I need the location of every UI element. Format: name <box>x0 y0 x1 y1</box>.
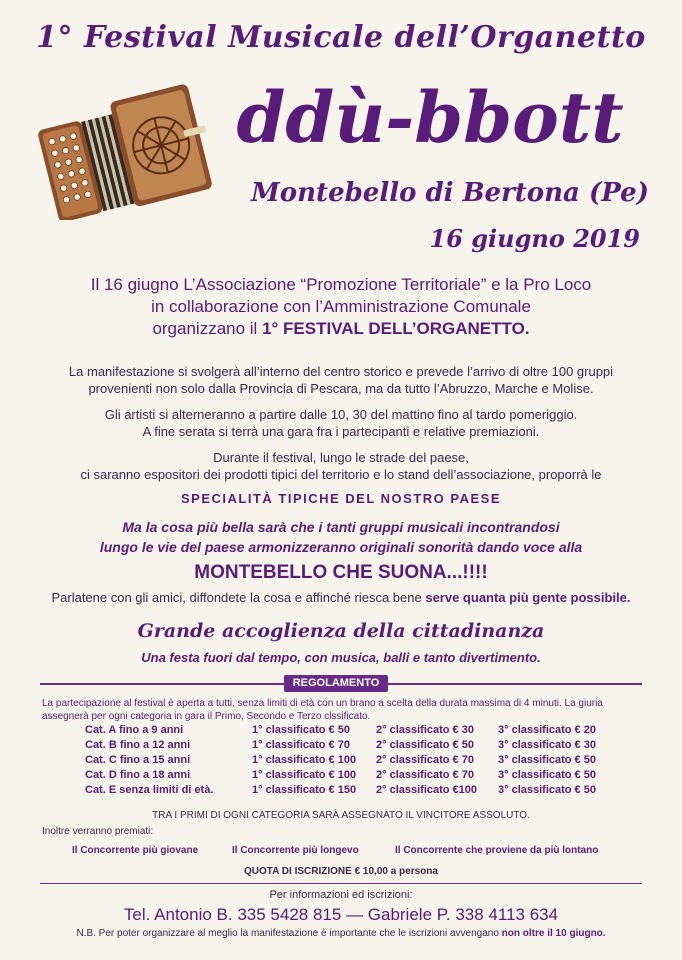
absolute-winner-note: TRA I PRIMI DI OGNI CATEGORIA SARÀ ASSEGNATO IL VINCITORE ASSOLUTO. <box>152 810 530 821</box>
category-row <box>0 724 682 739</box>
quote-line-2: lungo le vie del paese armonizzeranno originali sonorità dando voce alla <box>99 539 583 555</box>
nb-note <box>0 928 682 939</box>
third-prize: 3° classificato € 50 <box>498 784 596 796</box>
third-prize: 3° classificato € 50 <box>498 754 596 766</box>
second-prize: 2° classificato € 70 <box>376 754 474 766</box>
category-name: Cat. C fino a 15 anni <box>85 754 191 766</box>
paragraph-1-line-a: La manifestazione si svolgerà all’interno del centro storico e prevede l’arrivo di oltre 100 gruppi <box>68 364 614 379</box>
nb-deadline: non oltre il 10 giugno. <box>501 928 606 939</box>
regolamento-text: La partecipazione al festival è aperta a tutti, senza limiti di età con un brano a scelta della durata massima di 4 minuti. La giuria assegnerà per ogni categoria in gara il Primo, Secondo e Terzo clssificato. <box>42 698 603 722</box>
category-row <box>0 769 682 784</box>
accordion-illustration <box>25 70 225 220</box>
festival-place: Montebello di Bertona (Pe) <box>251 178 649 208</box>
third-prize: 3° classificato € 30 <box>498 739 596 751</box>
third-prize: 3° classificato € 20 <box>498 724 596 736</box>
first-prize: 1° classificato € 50 <box>252 724 350 736</box>
contact-phones: Tel. Antonio B. 335 5428 815 — Gabriele P. 338 4113 634 <box>123 905 559 924</box>
intro-text <box>20 274 662 340</box>
award-oldest: Il Concorrente più longevo <box>232 845 359 856</box>
registration-fee: QUOTA DI ISCRIZIONE € 10,00 a persona <box>244 866 438 877</box>
specialty-heading: SPECIALITÀ TIPICHE DEL NOSTRO PAESE <box>181 491 501 506</box>
second-prize: 2° classificato € 70 <box>376 769 474 781</box>
spread-bold: serve quanta più gente possibile. <box>425 590 631 605</box>
first-prize: 1° classificato € 100 <box>252 754 357 766</box>
quote-line-1: Ma la cosa più bella sarà che i tanti gruppi musicali incontrandosi <box>122 519 560 535</box>
second-prize: 2° classificato € 50 <box>376 739 474 751</box>
paragraph-3 <box>20 449 662 483</box>
intro-line-3-bold: 1° FESTIVAL DELL’ORGANETTO. <box>262 319 530 338</box>
second-prize: 2° classificato € 30 <box>376 724 474 736</box>
third-prize: 3° classificato € 50 <box>498 769 596 781</box>
intro-line-1: Il 16 giugno L’Associazione “Promozione Territoriale” e la Pro Loco <box>90 275 592 294</box>
montebello-suona-heading: MONTEBELLO CHE SUONA...!!!! <box>194 562 488 583</box>
spread-text: Parlatene con gli amici, diffondete la cosa e affinché riesca bene <box>51 590 426 605</box>
intro-line-3 <box>20 318 662 340</box>
award-youngest: Il Concorrente più giovane <box>72 845 199 856</box>
category-name: Cat. D fino a 18 anni <box>85 769 191 781</box>
second-prize: 2° classificato €100 <box>376 784 478 796</box>
spread-the-word <box>0 590 682 605</box>
festival-title: 1° Festival Musicale dell’Organetto <box>36 20 646 55</box>
festival-date: 16 giugno 2019 <box>429 224 640 253</box>
category-row <box>0 784 682 799</box>
paragraph-1 <box>20 363 662 397</box>
paragraph-1-line-b: provenienti non solo dalla Provincia di Pescara, ma da tutto l’Abruzzo, Marche e Molise. <box>88 381 594 396</box>
category-name: Cat. A fino a 9 anni <box>85 724 184 736</box>
paragraph-3-line-a: Durante il festival, lungo le strade del paese, <box>213 450 469 465</box>
nb-text: N.B. Per poter organizzare al meglio la manifestazione è importante che le iscrizioni avvengano <box>76 928 502 939</box>
category-name: Cat. B fino a 12 anni <box>85 739 191 751</box>
also-awarded-label: Inoltre verranno premiati: <box>42 826 154 837</box>
paragraph-2 <box>20 406 662 440</box>
paragraph-2-line-a: Gli artisti si alterneranno a partire dalle 10, 30 del mattino fino al tardo pomeriggio. <box>104 407 578 422</box>
info-label: Per informazioni ed iscrizioni: <box>269 889 413 901</box>
quote-text <box>20 517 662 557</box>
category-name: Cat. E senza limiti di età. <box>85 784 214 796</box>
award-farthest: Il Concorrente che proviene da più lontano <box>395 845 599 856</box>
fun-tagline: Una festa fuori dal tempo, con musica, balli e tanto divertimento. <box>141 650 541 665</box>
category-row <box>0 739 682 754</box>
festival-brand-name: ddù-bbott <box>236 76 624 159</box>
footer-divider <box>40 883 642 884</box>
first-prize: 1° classificato € 70 <box>252 739 350 751</box>
first-prize: 1° classificato € 150 <box>252 784 357 796</box>
category-row <box>0 754 682 769</box>
intro-line-2: in collaborazione con l’Amministrazione Comunale <box>151 297 531 316</box>
intro-line-3-text: organizzano il <box>152 319 263 338</box>
paragraph-3-line-b: ci saranno espositori dei prodotti tipici del territorio e lo stand dell’associazione, proporrà le <box>80 467 602 482</box>
regolamento-badge: REGOLAMENTO <box>284 675 388 692</box>
paragraph-2-line-b: A fine serata si terrà una gara fra i partecipanti e relative premiazioni. <box>142 424 540 439</box>
welcome-heading: Grande accoglienza della cittadinanza <box>137 620 545 642</box>
first-prize: 1° classificato € 100 <box>252 769 357 781</box>
